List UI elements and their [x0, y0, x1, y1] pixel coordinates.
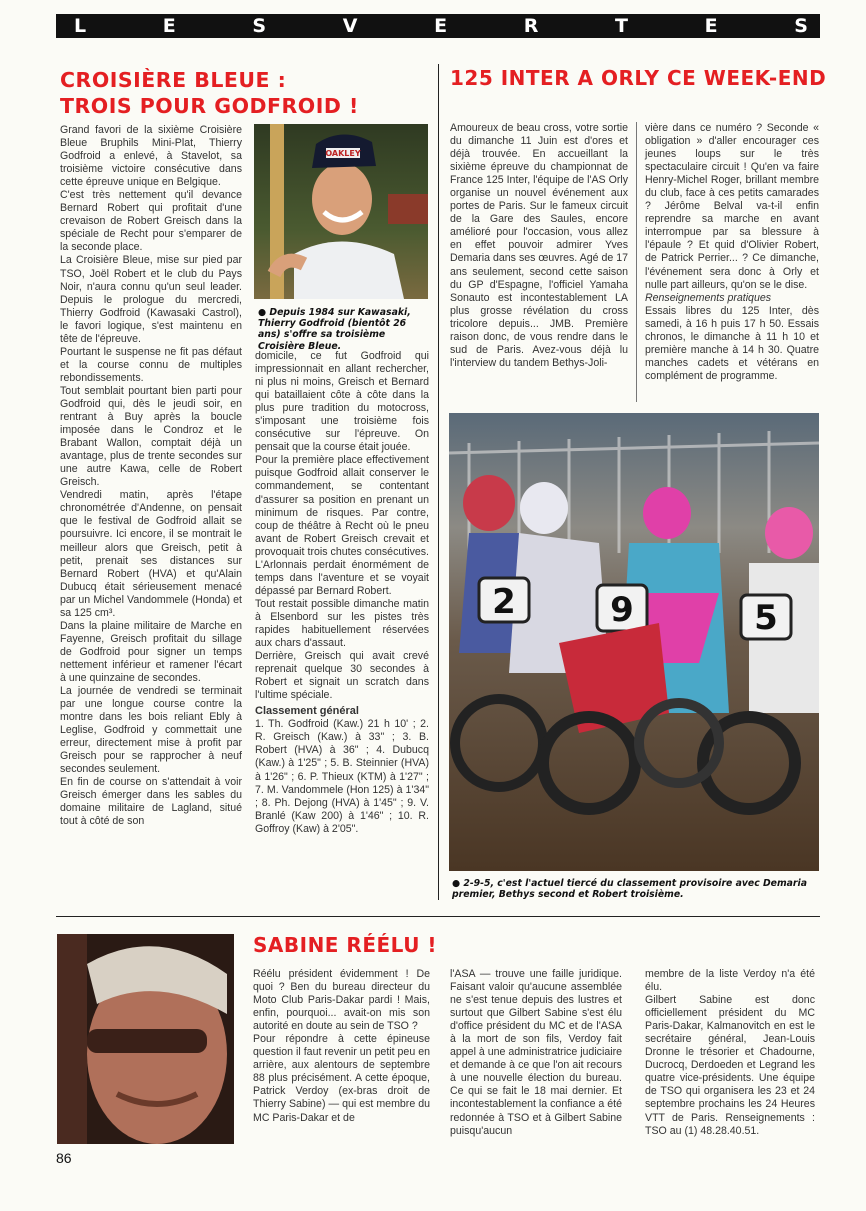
motocross-race-photo [449, 413, 819, 871]
paragraph: La journée de vendredi se terminait par une longue course contre la montre dans les bois reliant Ebly à Leglise, Godfroid y commettait une erreur, directement mise à profit par Greisch pour se rapprocher à neuf secondes seulement. [60, 685, 242, 776]
paragraph: Pour répondre à cette épineuse question il faut revenir un petit peu en arrière, aux alentours de septembre 88 plus précisément. A cette époque, Patrick Verdoy (ex-bras droit de Thierry Sabine) — qui est membre du MC Paris-Dakar et de [253, 1033, 430, 1124]
paragraph: Gilbert Sabine est donc officiellement président du MC Paris-Dakar, Kalmanovitch en est le secrétaire général, Jean-Louis Dronne le trésorier et Chadourne, Ducrocq, Derdoeden et Legrand les quatre vice-présidents. Une équipe de TSO qui organisera les 23 et 24 septembre prochains les 24 Heures VTT de Paris. Renseignements : TSO au (1) 48.28.40.51. [645, 994, 815, 1137]
bullet-icon: ● [452, 878, 464, 889]
paragraph: C'est très nettement qu'il devance Bernard Robert qui profitait d'une crevaison de Robert Greisch dans la spéciale de Recht pour s'emparer de la seconde place. [60, 189, 242, 254]
paragraph: Vendredi matin, après l'étape chronométrée d'Andenne, on pensait que le festival de Godfroid allait se poursuivre. Ici encore, il se montrait le meilleur alors que Greisch, petit à petit, prenait ses distances sur Bernard Robert (HVA) et qu'Alain Dubucq était sérieusement menacé par un Michel Vandommele (Honda) et sa 125 cm³. [60, 489, 242, 619]
paragraph: Réélu président évidemment ! De quoi ? Ben du bureau directeur du Moto Club Paris-Dakar pardi ! Mais, enfin, pourquoi... avait-on mis son autorité en doute au sein de TSO ? [253, 968, 430, 1033]
paragraph: Pourtant le suspense ne fit pas défaut et la course connu de multiples rebondissements. [60, 345, 242, 384]
headline-line: CROISIÈRE BLEUE : [60, 68, 287, 92]
classement-title: Classement général [255, 705, 359, 718]
paragraph: Tout semblait pourtant bien parti pour Godfroid qui, dès le jeudi soir, en rentrant à Buy après la boucle imposée dans le Condroz et le Brabant Wallon, comptait déjà un avantage, plus de trente secondes sur une autre Kawa, celle de Robert Greisch. [60, 384, 242, 489]
article1-headline [60, 68, 359, 119]
article1-photo-caption [258, 307, 428, 352]
plate-number-text: 2 [492, 582, 516, 622]
paragraph: membre de la liste Verdoy n'a été élu. [645, 968, 815, 994]
paragraph: Essais libres du 125 Inter, dès samedi, à 16 h puis 17 h 50. Essais chronos, le dimanche à 11 h 10 et première manche à 14 h 30. Quatre manches cadets et vétérans en complément de programme. [645, 304, 819, 382]
paragraph: vière dans ce numéro ? Seconde « obligation » d'aller encourager ces jeunes loups sur le très spectaculaire circuit ! Qu'en va faire Henry-Michel Roger, brillant membre du club, face à ces petits camarades ? Jérôme Belval va-t-il enfin reprendre sa marche en avant interrompue par sa blessure à l'épaule ? Et quid d'Olivier Robert, de Patrick Perrier... ? Ce dimanche, l'événement sera donc à Orly et nulle part ailleurs, qu'on se le dise. [645, 122, 819, 291]
page-number: 86 [56, 1150, 72, 1166]
paragraph: La Croisière Bleue, mise sur pied par TSO, Joël Robert et le club du Pays Noir, n'aura connu qu'un seul leader. Depuis le prologue du mercredi, Thierry Godfroid (Kawasaki Castrol), le favori logique, s'est maintenu en tête de l'épreuve. [60, 254, 242, 345]
paragraph: Grand favori de la sixième Croisière Bleue Bruphils Mini-Plat, Thierry Godfroid a enlevé, à Stavelot, sa troisième victoire consécutive dans cette épreuve unique en Belgique. [60, 124, 242, 189]
caption-text: 2-9-5, c'est l'actuel tiercé du classement provisoire avec Demaria premier, Bethys second et Robert troisième. [452, 878, 807, 901]
paragraph: Pour la première place effectivement puisque Godfroid allait conserver le commandement, se contentant d'assurer sa position en prenant un minimum de risques. Par contre, coup de théâtre à Recht où le pneu avant de Robert Greisch crevait et provoquait trois chutes consécutives. L'Arlonnais perdait énormément de temps dans l'aventure et se voyait dépassé par Bernard Robert. [255, 454, 429, 597]
plate-number-text: 5 [754, 598, 778, 638]
headline-line: TROIS POUR GODFROID ! [60, 93, 359, 118]
subheading: Renseignements pratiques [645, 291, 772, 304]
column-divider [438, 64, 439, 900]
article3-column-2 [450, 968, 622, 1138]
paragraph: Amoureux de beau cross, votre sortie du dimanche 11 Juin est d'ores et déjà trouvée. En accueillant la sixième épreuve du championnat de France 125 Inter, l'équipe de l'AS Orly organise un nouvel événement aux portes de Paris. Sur le fameux circuit de la Gare des Saules, encore amélioré pour l'occasion, vous allez en effet pouvoir admirer Yves Demaria dans ses œuvres. Agé de 17 ans seulement, second cette saison du GP d'Espagne, l'officiel Yamaha Sonauto est incontestablement LA plus grosse révélation du cross tricolore depuis... JMB. Première raison donc, de vous rendre dans le sud de Paris. Avez-vous déjà lu l'interview du tandem Bethys-Joli- [450, 122, 628, 369]
banner-letter: S [252, 15, 267, 37]
paragraph: En fin de course on s'attendait à voir Greisch émerger dans les sables du domaine militaire de Lagland, situé tout à côté de son [60, 776, 242, 828]
article1-column-2 [255, 350, 429, 836]
section-banner [56, 14, 820, 38]
article2-photo-caption [452, 878, 820, 900]
banner-letter: R [523, 15, 539, 37]
godfroid-portrait-photo [254, 124, 428, 299]
sabine-portrait-photo [57, 934, 234, 1144]
classement-text: 1. Th. Godfroid (Kaw.) 21 h 10' ; 2. R. Greisch (Kaw.) à 33" ; 3. B. Robert (HVA) à 36" ; 4. Dubucq (Kaw.) à 1'25" ; 5. B. Steinnier (HVA) à 1'26" ; 6. P. Thieux (KTM) à 1'27" ; 7. M. Vandommele (Hon 125) à 1'34" ; 8. Ph. Dejong (HVA) à 1'45" ; 9. V. Branlé (Kaw 200) à 1'46" ; 10. R. Goffroy (Kaw) à 2'05". [255, 718, 429, 835]
article2-column-2 [645, 122, 819, 383]
caption-text: Depuis 1984 sur Kawasaki, Thierry Godfroid (bientôt 26 ans) s'offre sa troisième Croisière Bleue. [258, 307, 411, 352]
banner-letter: E [704, 15, 718, 37]
paragraph: Tout restait possible dimanche matin à Elsenbord sur les pistes très rapides habituellement réservées aux chars d'assaut. [255, 597, 429, 650]
banner-letter: V [342, 15, 358, 37]
banner-letter: S [794, 15, 808, 37]
cap-logo-text: OAKLEY [325, 149, 361, 158]
column-divider [636, 122, 637, 402]
paragraph: Dans la plaine militaire de Marche en Fayenne, Greisch profitait du sillage de Godfroid pour signer un temps nettement inférieur et ramener l'écart à une quinzaine de secondes. [60, 619, 242, 684]
banner-letter: E [162, 15, 176, 37]
banner-letter: T [614, 15, 628, 37]
bullet-icon: ● [258, 307, 270, 318]
article3-column-3 [645, 968, 815, 1138]
banner-letter: L [74, 15, 87, 37]
article3-column-1 [253, 968, 430, 1125]
paragraph: Derrière, Greisch qui avait crevé reprenait quelque 30 secondes à Robert et signait un scratch dans l'ultime spéciale. [255, 650, 429, 702]
article2-column-1 [450, 122, 628, 370]
paragraph: domicile, ce fut Godfroid qui impressionnait en allant rechercher, ni plus ni moins, Greisch et Bernard qui bataillaient côte à côte dans la plus pure tradition du motocross, s'imposant une troisième fois consécutive sur l'épreuve. On pensait que la course était jouée. [255, 350, 429, 454]
article2-headline: 125 INTER A ORLY CE WEEK-END [450, 66, 827, 90]
article1-column-1 [60, 124, 242, 829]
section-divider [56, 916, 820, 917]
paragraph: l'ASA — trouve une faille juridique. Faisant valoir qu'aucune assemblée ne s'est tenue depuis des lustres et surtout que Gilbert Sabine s'est élu d'office président du MC et de l'ASA à la mort de son fils, Verdoy fait appel à une administratrice judiciaire et demande à ce que l'on ait recours à une nouvelle élection du bureau. Ce qui se fait le 18 mai dernier. Et incontestablement la confiance a été redonnée à TSO et à Gilbert Sabine puisqu'aucun [450, 968, 622, 1137]
article3-headline: SABINE RÉÉLU ! [253, 933, 438, 957]
plate-number-text: 9 [610, 590, 634, 630]
banner-letter: E [434, 15, 448, 37]
